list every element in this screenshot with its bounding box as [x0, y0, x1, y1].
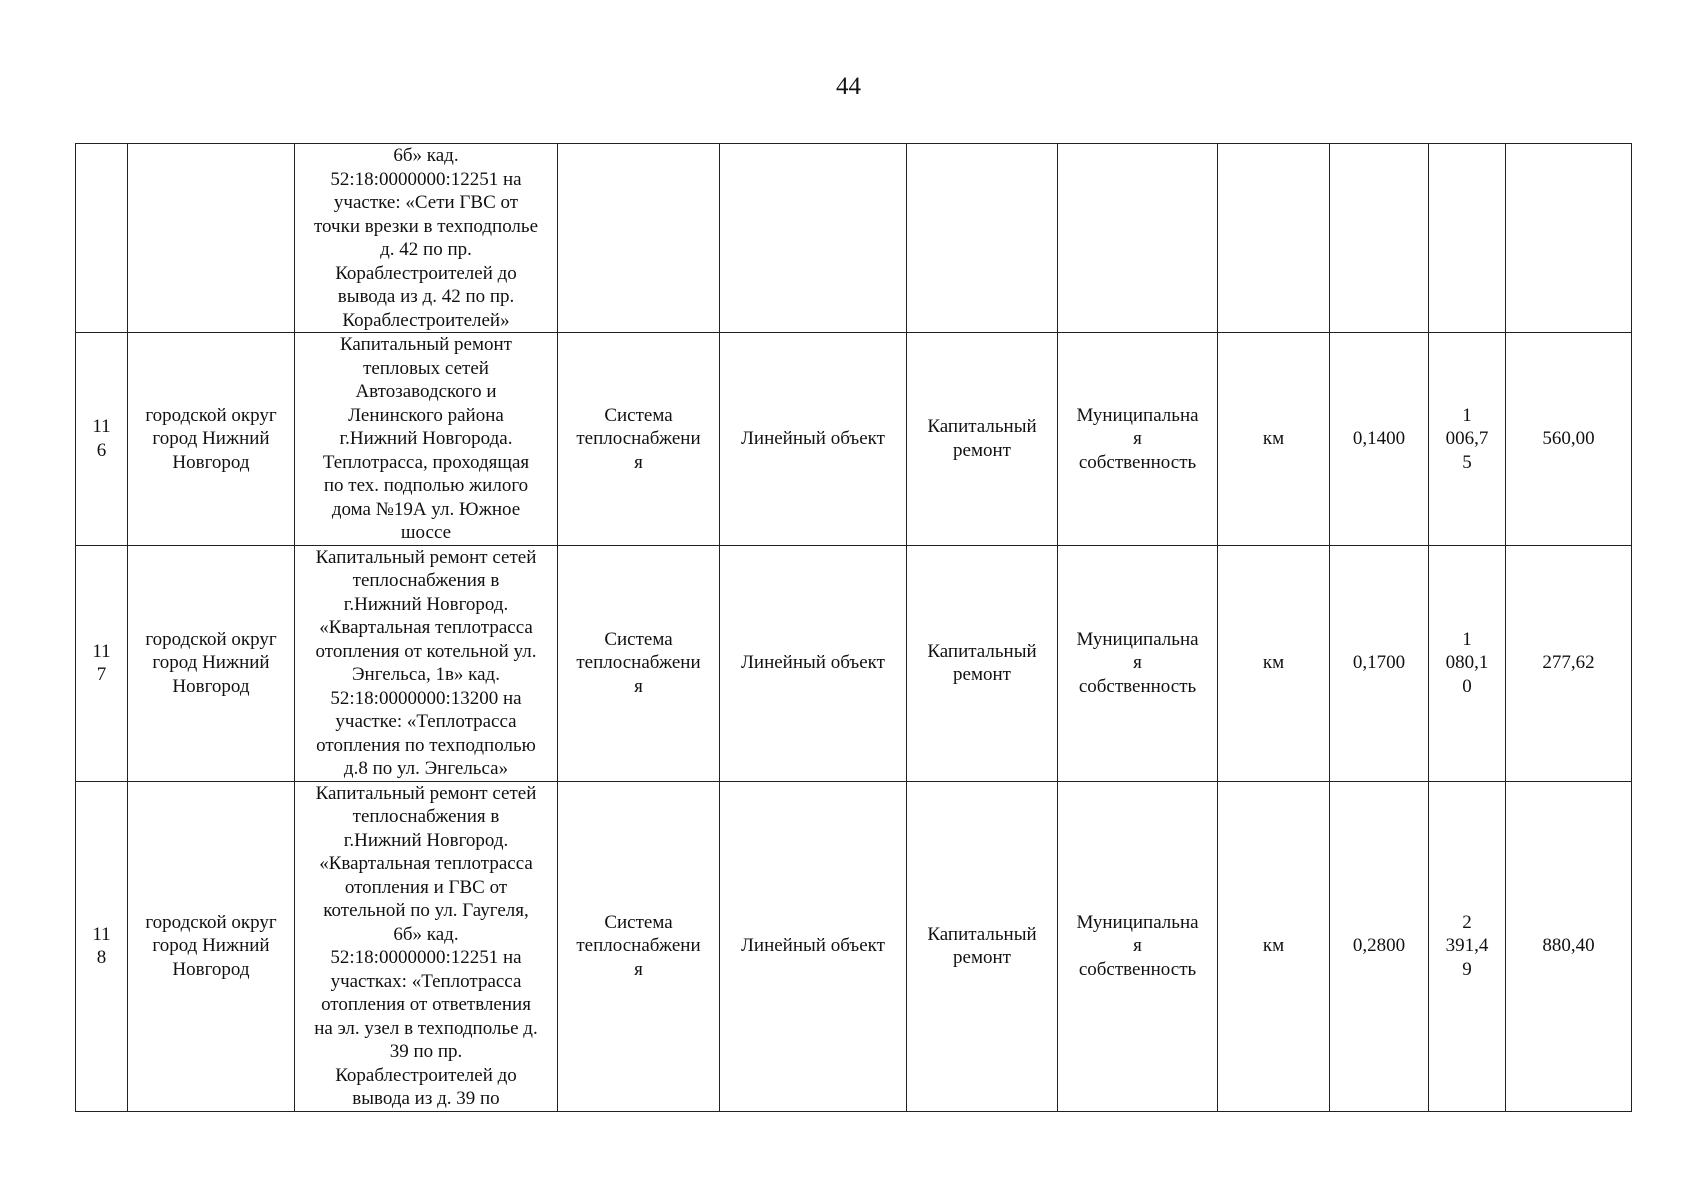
cell-object-type: Линейный объект: [720, 333, 907, 546]
cell-system: [558, 144, 720, 333]
cell-cost: [1429, 144, 1506, 333]
cell-unit: км: [1218, 333, 1330, 546]
cell-system: Система теплоснабжени я: [558, 545, 720, 781]
works-table: [75, 143, 1632, 1112]
cell-length: 0,2800: [1330, 781, 1429, 1111]
cell-length: 0,1700: [1330, 545, 1429, 781]
cell-description: Капитальный ремонт сетей теплоснабжения в г.Нижний Новгород. «Квартальная теплотрасса отопления и ГВС от котельной по ул. Гаугеля, 6б» кад. 52:18:0000000:12251 на участках: «Теплотрасса отопления от ответвления на эл. узел в техподполье д. 39 по пр. Кораблестроителей до вывода из д. 39 по: [295, 781, 558, 1111]
cell-number: [76, 144, 128, 333]
cell-ownership: Муниципальна я собственность: [1058, 545, 1218, 781]
cell-system: Система теплоснабжени я: [558, 333, 720, 546]
cell-work-type: Капитальный ремонт: [907, 545, 1058, 781]
cell-work-type: Капитальный ремонт: [907, 333, 1058, 546]
cell-ownership: Муниципальна я собственность: [1058, 781, 1218, 1111]
cell-cost: 2 391,4 9: [1429, 781, 1506, 1111]
cell-number: 11 6: [76, 333, 128, 546]
page-number: 44: [836, 73, 861, 100]
table-row: [76, 781, 1632, 1111]
cell-value: 560,00: [1506, 333, 1632, 546]
cell-cost: 1 080,1 0: [1429, 545, 1506, 781]
cell-cost: 1 006,7 5: [1429, 333, 1506, 546]
cell-municipality: городской округ город Нижний Новгород: [128, 781, 295, 1111]
cell-work-type: [907, 144, 1058, 333]
table-row: [76, 333, 1632, 546]
cell-value: [1506, 144, 1632, 333]
table-row: [76, 144, 1632, 333]
cell-municipality: городской округ город Нижний Новгород: [128, 333, 295, 546]
cell-number: 11 7: [76, 545, 128, 781]
cell-unit: км: [1218, 545, 1330, 781]
cell-length: 0,1400: [1330, 333, 1429, 546]
cell-ownership: Муниципальна я собственность: [1058, 333, 1218, 546]
cell-length: [1330, 144, 1429, 333]
cell-description: Капитальный ремонт тепловых сетей Автозаводского и Ленинского района г.Нижний Новгорода. Теплотрасса, проходящая по тех. подполью жилого дома №19А ул. Южное шоссе: [295, 333, 558, 546]
cell-municipality: [128, 144, 295, 333]
cell-object-type: [720, 144, 907, 333]
cell-system: Система теплоснабжени я: [558, 781, 720, 1111]
cell-object-type: Линейный объект: [720, 781, 907, 1111]
cell-description: Капитальный ремонт сетей теплоснабжения в г.Нижний Новгород. «Квартальная теплотрасса отопления от котельной ул. Энгельса, 1в» кад. 52:18:0000000:13200 на участке: «Теплотрасса отопления по техподполью д.8 по ул. Энгельса»: [295, 545, 558, 781]
cell-value: 277,62: [1506, 545, 1632, 781]
cell-work-type: Капитальный ремонт: [907, 781, 1058, 1111]
cell-number: 11 8: [76, 781, 128, 1111]
cell-object-type: Линейный объект: [720, 545, 907, 781]
cell-value: 880,40: [1506, 781, 1632, 1111]
cell-description: 6б» кад. 52:18:0000000:12251 на участке: «Сети ГВС от точки врезки в техподполье д. 42 по пр. Кораблестроителей до вывода из д. 42 по пр. Кораблестроителей»: [295, 144, 558, 333]
cell-unit: [1218, 144, 1330, 333]
cell-unit: км: [1218, 781, 1330, 1111]
table-row: [76, 545, 1632, 781]
cell-municipality: городской округ город Нижний Новгород: [128, 545, 295, 781]
cell-ownership: [1058, 144, 1218, 333]
